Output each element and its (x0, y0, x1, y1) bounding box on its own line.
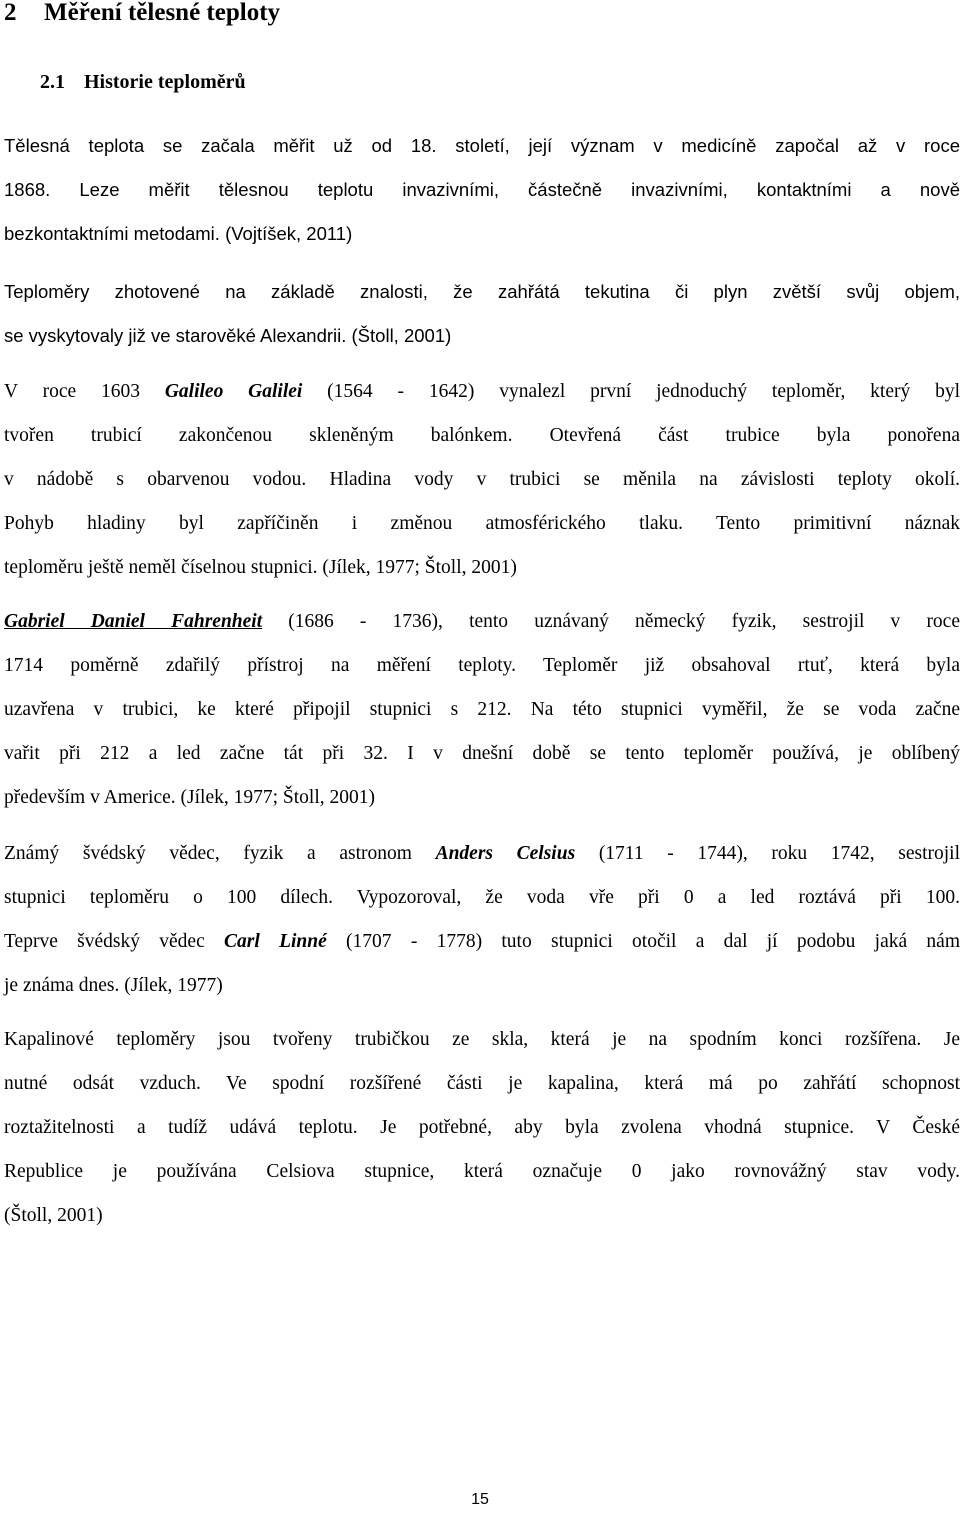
person-name: Anders Celsius (435, 843, 576, 864)
person-name: Galileo Galilei (164, 381, 303, 402)
text-line (4, 600, 960, 644)
chapter-title: Měření tělesné teploty (44, 0, 281, 26)
text-run: (1707 - 1778) tuto stupnici otočil a dal jí podobu jaká nám (326, 931, 960, 952)
person-name: Gabriel Daniel Fahrenheit (4, 611, 263, 632)
text-line: Teploměry zhotovené na základě znalosti, že zahřátá tekutina či plyn zvětší svůj objem, (4, 281, 960, 302)
paragraph-5 (4, 832, 960, 1008)
paragraph-6 (4, 1018, 960, 1238)
text-run: Teprve švédský vědec (4, 931, 225, 952)
text-run: Známý švédský vědec, fyzik a astronom (4, 843, 436, 864)
text-line (4, 370, 960, 414)
text-line: především v Americe. (Jílek, 1977; Štoll, 2001) (4, 787, 375, 808)
section-title: Historie teploměrů (84, 71, 246, 93)
text-run: (1711 - 1744), roku 1742, sestrojil (575, 843, 960, 864)
text-line: Kapalinové teploměry jsou tvořeny trubičkou ze skla, která je na spodním konci rozšířena. Je (4, 1029, 960, 1050)
text-line: roztažitelnosti a tudíž udává teplotu. Je potřebné, aby byla zvolena vhodná stupnice. V České (4, 1117, 960, 1138)
text-line (4, 920, 960, 964)
person-name: Carl Linné (224, 931, 327, 952)
text-run: V roce 1603 (4, 381, 165, 402)
text-line: v nádobě s obarvenou vodou. Hladina vody v trubici se měnila na závislosti teploty okolí. (4, 469, 960, 490)
paragraph-3 (4, 370, 960, 590)
text-line: tvořen trubicí zakončenou skleněným balónkem. Otevřená část trubice byla ponořena (4, 425, 960, 446)
text-line: Pohyb hladiny byl zapříčiněn i změnou atmosférického tlaku. Tento primitivní náznak (4, 513, 960, 534)
text-line (4, 832, 960, 876)
text-line: vařit při 212 a led začne tát při 32. I v dnešní době se tento teploměr používá, je oblíbený (4, 743, 960, 764)
text-line: stupnici teploměru o 100 dílech. Vypozoroval, že voda vře při 0 a led roztává při 100. (4, 887, 960, 908)
text-line: je známa dnes. (Jílek, 1977) (4, 975, 223, 996)
text-run: (1686 - 1736), tento uznávaný německý fyzik, sestrojil v roce (262, 611, 960, 632)
chapter-number: 2 (4, 0, 17, 26)
paragraph-1 (4, 124, 960, 256)
text-line: Tělesná teplota se začala měřit už od 18. století, její význam v medicíně započal až v roce (4, 135, 960, 156)
text-line: 1714 poměrně zdařilý přístroj na měření teploty. Teploměr již obsahoval rtuť, která byla (4, 655, 960, 676)
paragraph-2 (4, 270, 960, 358)
text-run: (1564 - 1642) vynalezl první jednoduchý teploměr, který byl (302, 381, 960, 402)
chapter-heading (4, 0, 280, 30)
text-line: bezkontaktními metodami. (Vojtíšek, 2011) (4, 223, 353, 244)
text-line: teploměru ještě neměl číselnou stupnici. (Jílek, 1977; Štoll, 2001) (4, 557, 517, 578)
paragraph-4 (4, 600, 960, 820)
section-number: 2.1 (40, 71, 65, 93)
section-heading (40, 68, 246, 96)
text-line: Republice je používána Celsiova stupnice, která označuje 0 jako rovnovážný stav vody. (4, 1161, 960, 1182)
text-line: nutné odsát vzduch. Ve spodní rozšířené části je kapalina, která má po zahřátí schopnost (4, 1073, 960, 1094)
text-line: (Štoll, 2001) (4, 1205, 103, 1226)
text-line: uzavřena v trubici, ke které připojil stupnici s 212. Na této stupnici vyměřil, že se voda začne (4, 699, 960, 720)
text-line: 1868. Leze měřit tělesnou teplotu invazivními, částečně invazivními, kontaktními a nově (4, 179, 960, 200)
page-number: 15 (471, 1491, 489, 1508)
text-line: se vyskytovaly již ve starověké Alexandrii. (Štoll, 2001) (4, 325, 452, 346)
